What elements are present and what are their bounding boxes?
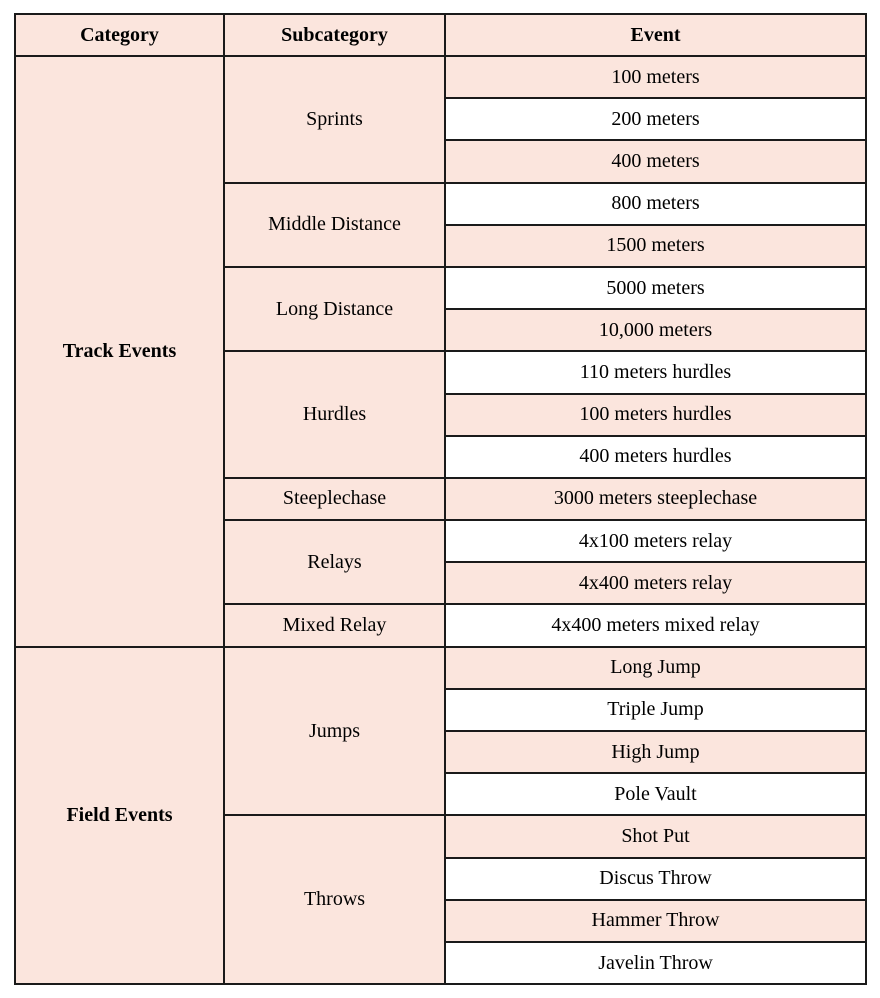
event-cell: 3000 meters steeplechase [445,478,866,520]
subcategory-cell: Relays [224,520,445,604]
event-cell: Hammer Throw [445,900,866,942]
subcategory-cell: Jumps [224,647,445,816]
category-cell: Field Events [15,647,224,985]
subcategory-cell: Long Distance [224,267,445,351]
event-cell: Shot Put [445,815,866,857]
event-cell: Triple Jump [445,689,866,731]
table-body [15,56,866,984]
header-subcategory: Subcategory [224,14,445,56]
event-cell: Long Jump [445,647,866,689]
event-cell: 200 meters [445,98,866,140]
subcategory-cell: Steeplechase [224,478,445,520]
subcategory-cell: Mixed Relay [224,604,445,646]
header-row [15,14,866,56]
event-cell: 400 meters [445,140,866,182]
event-cell: 100 meters [445,56,866,98]
event-cell: Pole Vault [445,773,866,815]
event-cell: 800 meters [445,183,866,225]
table-row [15,647,866,689]
event-cell: Discus Throw [445,858,866,900]
event-cell: 400 meters hurdles [445,436,866,478]
event-cell: Javelin Throw [445,942,866,984]
event-cell: 1500 meters [445,225,866,267]
event-cell: High Jump [445,731,866,773]
header-event: Event [445,14,866,56]
category-cell: Track Events [15,56,224,647]
table-row [15,56,866,98]
event-cell: 4x400 meters mixed relay [445,604,866,646]
subcategory-cell: Sprints [224,56,445,183]
header-category: Category [15,14,224,56]
event-cell: 110 meters hurdles [445,351,866,393]
subcategory-cell: Hurdles [224,351,445,478]
event-cell: 4x400 meters relay [445,562,866,604]
subcategory-cell: Throws [224,815,445,984]
event-cell: 5000 meters [445,267,866,309]
event-cell: 10,000 meters [445,309,866,351]
event-cell: 100 meters hurdles [445,394,866,436]
athletics-events-table [14,13,867,985]
subcategory-cell: Middle Distance [224,183,445,267]
event-cell: 4x100 meters relay [445,520,866,562]
